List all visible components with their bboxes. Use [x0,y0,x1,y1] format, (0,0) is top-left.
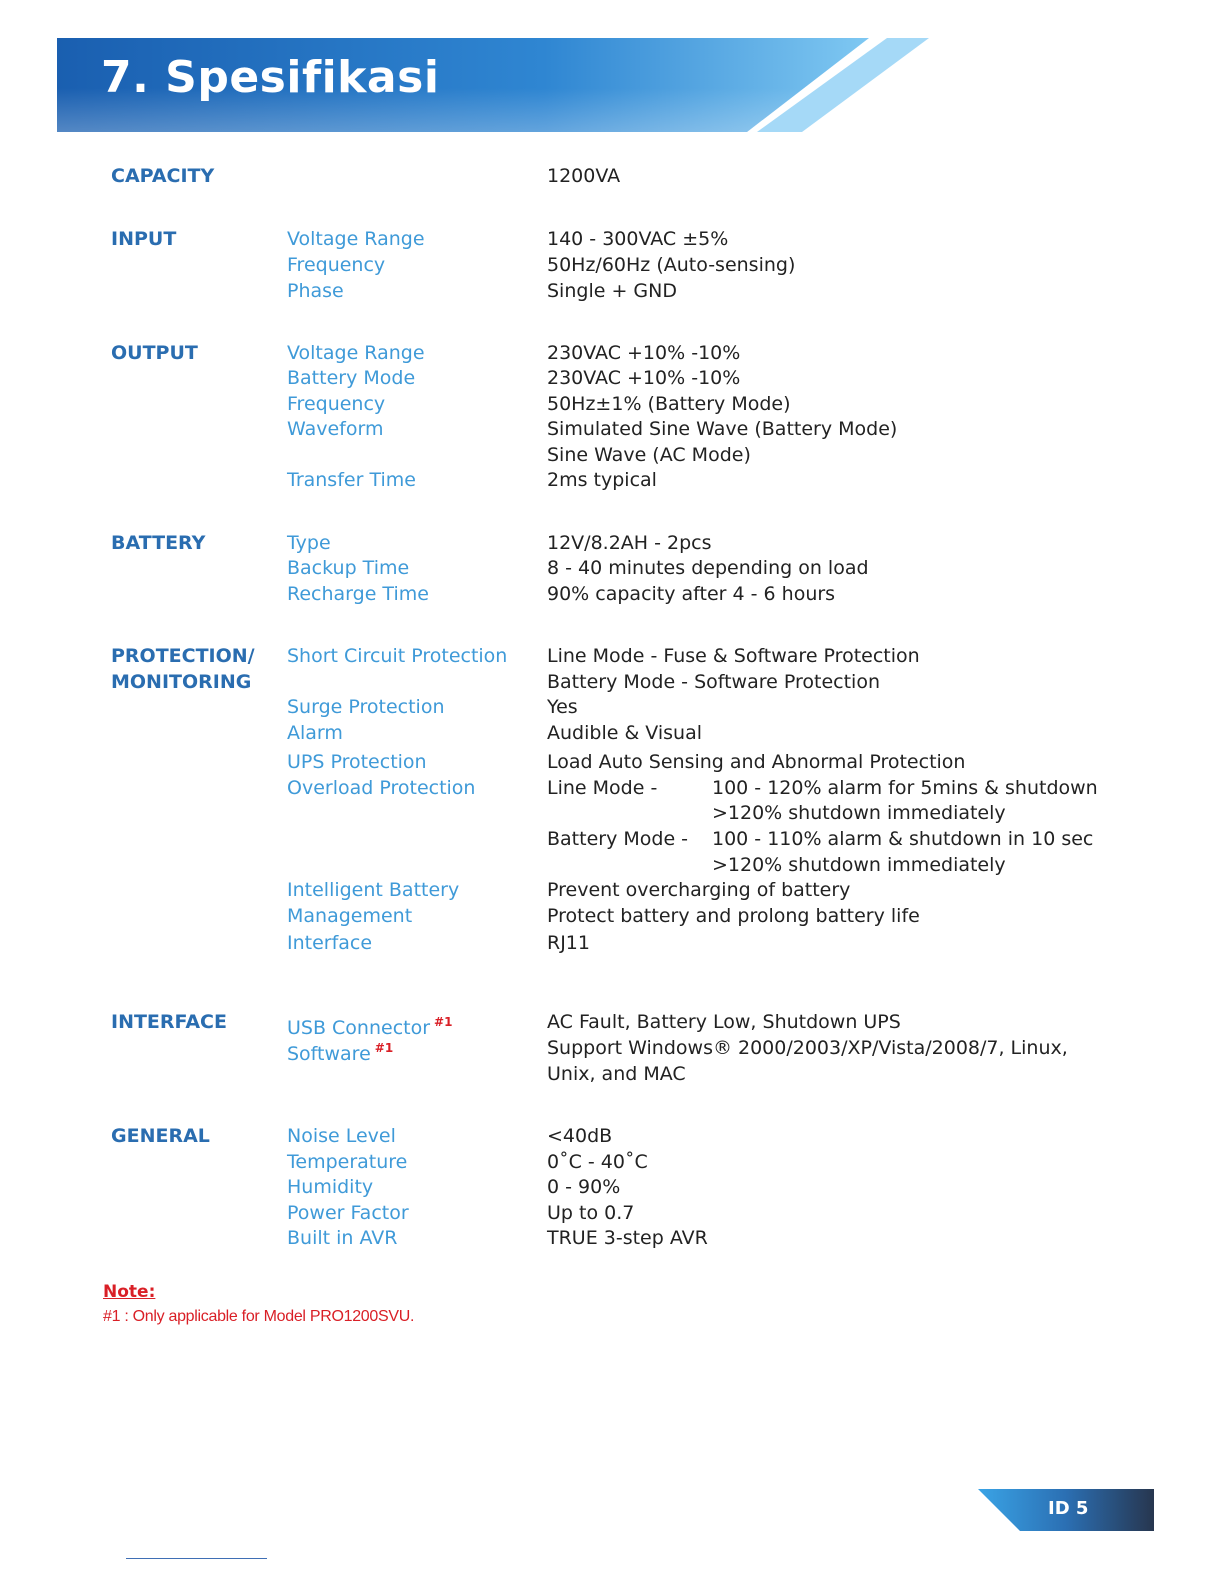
footnote-marker: #1 [374,1041,394,1055]
spec-value: RJ11 [547,932,590,954]
spec-value: Line Mode - [547,777,658,799]
spec-value: Sine Wave (AC Mode) [547,444,751,466]
spec-value: Line Mode - Fuse & Software Protection [547,645,920,667]
spec-value: Audible & Visual [547,722,703,744]
spec-label: Frequency [287,393,386,415]
page-number: ID 5 [1048,1498,1089,1519]
category-input: INPUT [111,228,177,250]
footnote-marker: #1 [434,1015,453,1029]
footer-divider [126,1558,267,1559]
spec-label [287,1036,393,1067]
spec-value: 100 - 110% alarm & shutdown in 10 sec [712,828,1094,850]
spec-label: Type [287,532,331,554]
spec-value: Single + GND [547,280,677,302]
spec-value: AC Fault, Battery Low, Shutdown UPS [547,1011,901,1033]
page-number-tab [978,1489,1154,1531]
spec-value: Support Windows® 2000/2003/XP/Vista/2008/7, Linux, [547,1037,1068,1059]
spec-value: Protect battery and prolong battery life [547,905,920,927]
category-output: OUTPUT [111,342,198,364]
spec-label: Voltage Range [287,342,425,364]
spec-value: Simulated Sine Wave (Battery Mode) [547,418,898,440]
category-monitoring: MONITORING [111,671,252,693]
spec-label: Battery Mode [287,367,416,389]
spec-value: 12V/8.2AH - 2pcs [547,532,712,554]
spec-label: Voltage Range [287,228,425,250]
note-title: Note: [103,1282,156,1302]
spec-label: Temperature [287,1151,408,1173]
capacity-value: 1200VA [547,165,621,187]
spec-label: Short Circuit Protection [287,645,508,667]
spec-label: Overload Protection [287,777,476,799]
spec-value: 90% capacity after 4 - 6 hours [547,583,836,605]
spec-value: Battery Mode - Software Protection [547,671,880,693]
spec-value: 2ms typical [547,469,657,491]
category-protection: PROTECTION/ [111,645,255,667]
spec-value: 140 - 300VAC ±5% [547,228,729,250]
spec-label: Surge Protection [287,696,445,718]
spec-label: Management [287,905,413,927]
usb-connector-label: USB Connector [287,1017,431,1039]
spec-label: Backup Time [287,557,410,579]
spec-value: Unix, and MAC [547,1063,686,1085]
spec-label: UPS Protection [287,751,427,773]
spec-value: 100 - 120% alarm for 5mins & shutdown [712,777,1098,799]
spec-value: 230VAC +10% -10% [547,367,741,389]
spec-value: <40dB [547,1125,613,1147]
spec-value: 50Hz±1% (Battery Mode) [547,393,791,415]
spec-label: Noise Level [287,1125,396,1147]
note-text: #1 : Only applicable for Model PRO1200SVU. [103,1308,415,1325]
spec-label: Phase [287,280,344,302]
header-banner [57,38,937,132]
spec-label: Intelligent Battery [287,879,460,901]
category-capacity: CAPACITY [111,165,215,187]
spec-label: Waveform [287,418,384,440]
spec-label: Humidity [287,1176,374,1198]
spec-label: Alarm [287,722,343,744]
spec-value: >120% shutdown immediately [712,854,1006,876]
spec-label: Frequency [287,254,386,276]
spec-label: Transfer Time [287,469,416,491]
category-general: GENERAL [111,1125,210,1147]
spec-value: Yes [547,696,578,718]
spec-label: Power Factor [287,1202,409,1224]
software-label: Software [287,1043,371,1065]
spec-value: 0 - 90% [547,1176,621,1198]
spec-value: Up to 0.7 [547,1202,635,1224]
spec-value: 50Hz/60Hz (Auto-sensing) [547,254,796,276]
spec-label: Recharge Time [287,583,429,605]
spec-label: Interface [287,932,373,954]
spec-value: 0˚C - 40˚C [547,1151,648,1173]
spec-value: >120% shutdown immediately [712,802,1006,824]
spec-value: TRUE 3-step AVR [547,1227,708,1249]
spec-label: Built in AVR [287,1227,398,1249]
page-title: 7. Spesifikasi [101,52,440,103]
spec-value: Battery Mode - [547,828,689,850]
spec-value: 8 - 40 minutes depending on load [547,557,869,579]
category-battery: BATTERY [111,532,206,554]
spec-value: Load Auto Sensing and Abnormal Protection [547,751,966,773]
spec-value: Prevent overcharging of battery [547,879,851,901]
spec-value: 230VAC +10% -10% [547,342,741,364]
category-interface: INTERFACE [111,1011,227,1033]
